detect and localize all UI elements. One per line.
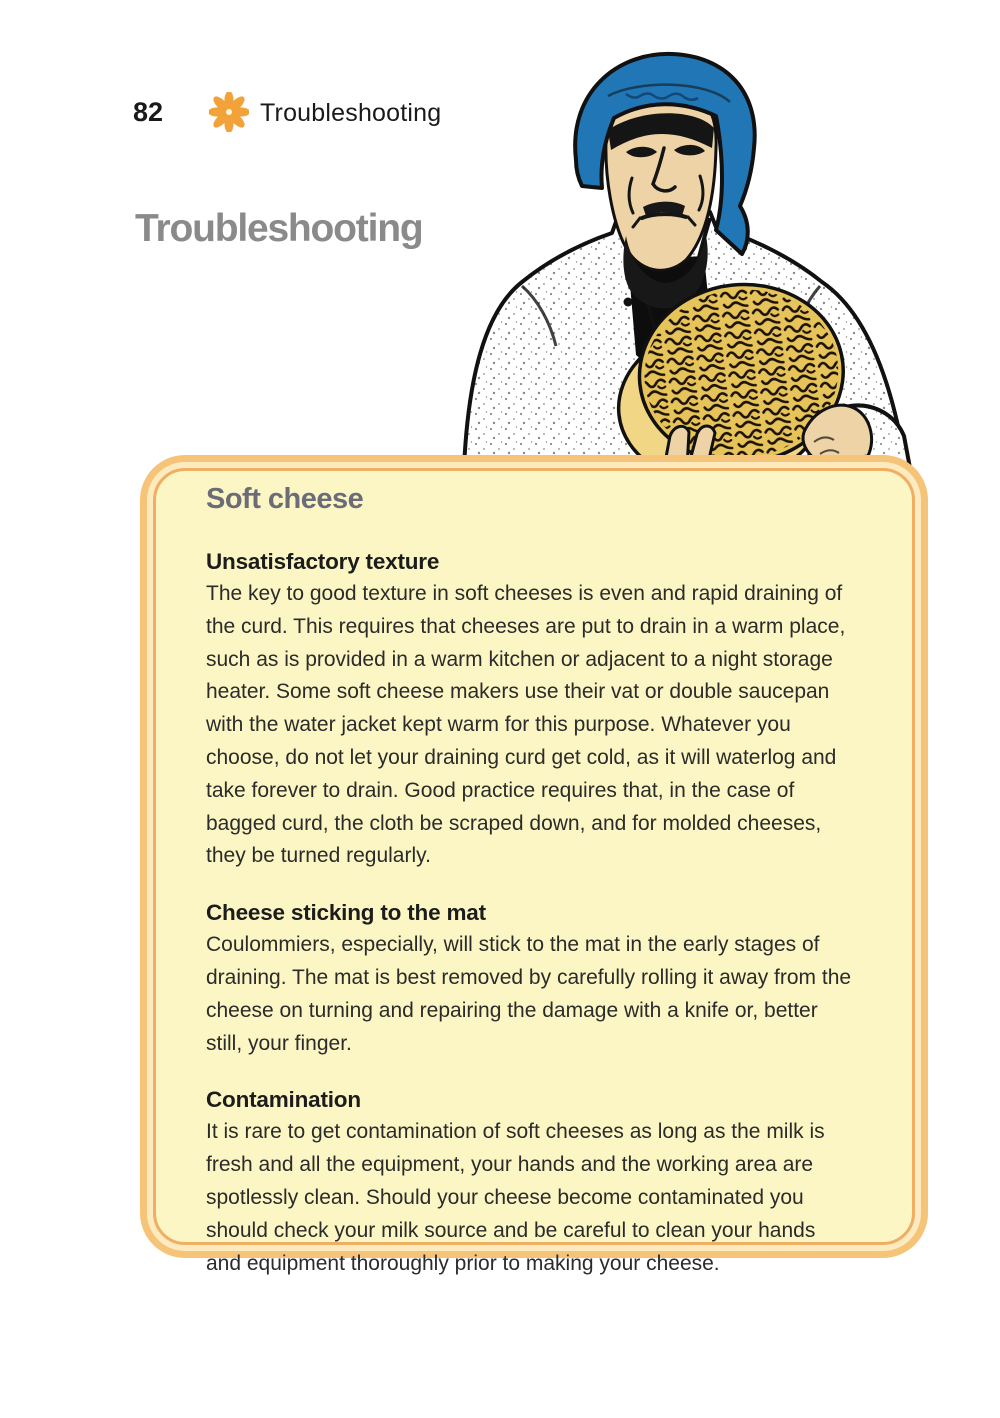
flower-icon (209, 92, 249, 132)
section-body-cheese-sticking: Coulommiers, especially, will stick to the mat in the early stages of draining. The mat is best removed by carefully rolling it away from the cheese on turning and repairing the damage with a knife or, better still, your finger. (206, 933, 852, 1055)
chapter-title: Troubleshooting (260, 99, 442, 127)
soft-cheese-panel (153, 468, 915, 1275)
page-number: 82 (133, 97, 164, 127)
section-heading-cheese-sticking: Cheese sticking to the mat (206, 900, 486, 926)
section-heading-contamination: Contamination (206, 1087, 361, 1113)
section-heading-unsatisfactory-texture: Unsatisfactory texture (206, 549, 440, 574)
section-body-unsatisfactory-texture: The key to good texture in soft cheeses is even and rapid draining of the curd. This requires that cheeses are put to drain in a warm place, such as is provided in a warm kitchen or adjacent to a night storage heater. Some soft cheese makers use their vat or double saucepan with the water jacket kept warm for this purpose. Whatever you choose, do not let your draining curd get cold, as it will waterlog and take forever to drain. Good practice requires that, in the case of bagged curd, the cloth be scraped down, and for molded cheeses, they be turned regularly. (206, 582, 846, 868)
page-title: Troubleshooting (135, 207, 423, 250)
panel-title: Soft cheese (206, 483, 364, 515)
section-body-contamination: It is rare to get contamination of soft cheeses as long as the milk is fresh and all the equipment, your hands and the working area are spotlessly clean. Should your cheese become contaminated you should check your milk source and be careful to clean your hands and equipment thoroughly prior to making your cheese. (206, 1120, 825, 1275)
cheesemaker-illustration (458, 50, 916, 468)
